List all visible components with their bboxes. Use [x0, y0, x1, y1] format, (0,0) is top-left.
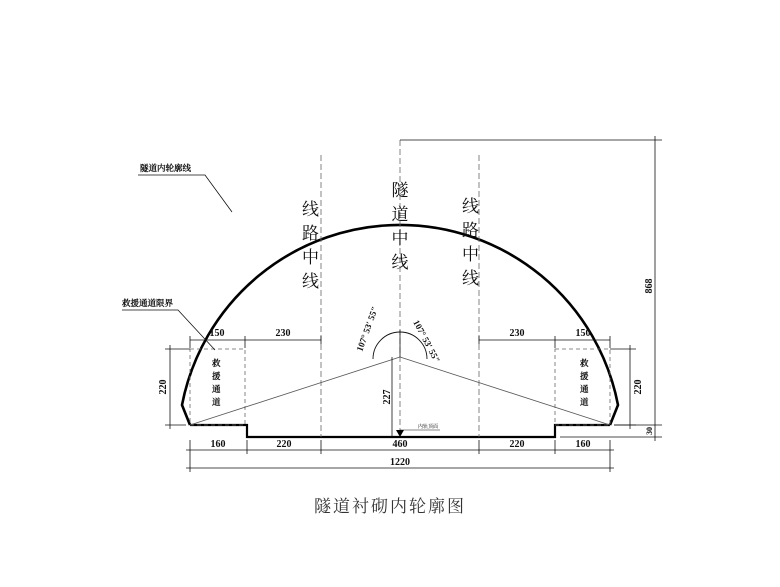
dim-460: 460 — [392, 439, 408, 450]
dim-220-bottom-right: 220 — [509, 439, 525, 450]
dim-220-bottom-left: 220 — [276, 439, 292, 450]
construction-line-left — [190, 357, 400, 425]
dim-227: 227 — [382, 389, 393, 405]
dim-220-side-left: 220 — [158, 379, 169, 395]
contour-line-label: 隧道内轮廓线 — [140, 164, 192, 174]
angle-label-left: 107° 53′ 55″ — [354, 304, 380, 353]
angle-label-right: 107° 53′ 55″ — [411, 318, 443, 365]
tunnel-centerline-label: 隧道中线 — [391, 181, 409, 273]
dim-30: 30 — [645, 427, 654, 435]
rail-top-label: 内轨顶面 — [418, 424, 439, 430]
dim-230-left: 230 — [275, 328, 291, 339]
construction-line-right — [400, 357, 610, 425]
dim-868: 868 — [644, 278, 655, 294]
contour-leader — [138, 175, 232, 212]
dim-150-left: 150 — [209, 328, 225, 339]
rescue-limit-label: 救援通道限界 — [122, 299, 174, 309]
dim-160-left: 160 — [210, 439, 226, 450]
rescue-limit-leader — [122, 310, 215, 350]
dim-1220: 1220 — [390, 457, 410, 468]
track-centerline-label-right: 线路中线 — [462, 197, 479, 289]
height-dimension — [400, 136, 662, 441]
dim-230-right: 230 — [509, 328, 525, 339]
drawing-caption: 隧道衬砌内轮廓图 — [314, 497, 466, 517]
dim-220-side-right: 220 — [633, 379, 644, 395]
track-centerline-label-left: 线路中线 — [302, 200, 319, 292]
dim-150-right: 150 — [575, 328, 591, 339]
rescue-passage-label-right: 救援通道 — [580, 359, 589, 408]
rescue-passage-label-left: 救援通道 — [212, 359, 221, 408]
dim-160-right: 160 — [575, 439, 591, 450]
